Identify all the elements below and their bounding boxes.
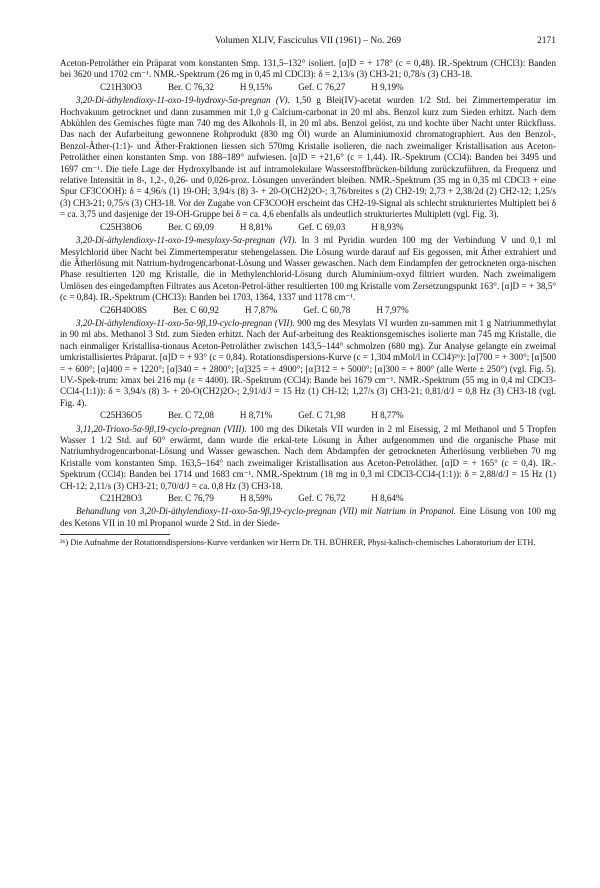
molecular-formula: C26H40O8S bbox=[100, 304, 147, 315]
paragraph bbox=[60, 318, 556, 409]
compound-heading: Behandlung von 3,20-Di-äthylendioxy-11-oxo-5α-9β,19-cyclo-pregnan (VII) mit Natrium in Propanol. bbox=[76, 506, 457, 517]
analysis-value: Gef. C 60,78 bbox=[303, 304, 351, 315]
analysis-value: Gef. C 71,98 bbox=[298, 410, 346, 421]
analysis-value: H 8,93% bbox=[371, 221, 404, 232]
analysis-value: H 8,77% bbox=[371, 410, 404, 421]
footnote-26: ²⁶) Die Aufnahme der Rotationsdispersions-Kurve verdanken wir Herrn Dr. TH. BÜHRER, Physi-kalisch-chemisches Laboratorium der ETH. bbox=[60, 538, 536, 548]
paragraph bbox=[60, 235, 556, 303]
elemental-analysis-line bbox=[60, 222, 556, 233]
molecular-formula: C25H36O5 bbox=[100, 410, 142, 421]
molecular-formula: C25H38O6 bbox=[100, 221, 142, 232]
journal-volume-title: Volumen XLIV, Fasciculus VII (1961) – No. 269 bbox=[214, 36, 402, 46]
compound-heading: 3,20-Di-äthylendioxy-11-oxo-19-mesyloxy-5α-pregnan (VI). bbox=[76, 235, 297, 246]
analysis-value: Ber. C 69,09 bbox=[167, 221, 214, 232]
paragraph bbox=[60, 424, 556, 492]
paragraph-text: 100 mg des Diketals VII wurden in 2 ml Eisessig, 2 ml Methanol und 5 Tropfen Wasser 1 1/2 Std. auf 60° erwärmt, dann wurde die erkal-tete Lösung in Äther aufgenommen und die organische Phase mit Natriumhydrogencarbonat-Lösung und Wasser gewaschen. Nach dem Abdampfen der getrockneten Ätherlösung verblieben 70 mg Kristalle vom konstanten Smp. 163,5–164° nach zweimaliger Kristallisation aus Aceton-Petroläther. [α]D = + 165° (c = 0,4). IR.-Spektrum (CCl4): Banden bei 1714 und 1683 cm⁻¹. NMR.-Spektrum (18 mg in 0,3 ml CDCl3-CCl4-(1:1)): δ = 2,88/d/J = 15 Hz (1) CH-12; 2,11/s (3) CH3-21; 0,70/d/J = ca. 0,8 Hz (3) CH3-18. bbox=[60, 423, 556, 491]
molecular-formula: C21H28O3 bbox=[100, 493, 142, 504]
elemental-analysis-line bbox=[60, 305, 556, 316]
analysis-value: Ber. C 76,32 bbox=[167, 81, 214, 92]
analysis-value: H 8,59% bbox=[239, 493, 273, 504]
analysis-value: H 8,64% bbox=[371, 493, 404, 504]
molecular-formula: C21H30O3 bbox=[100, 81, 142, 92]
paragraph bbox=[60, 58, 556, 81]
analysis-value: Ber. C 72,08 bbox=[167, 410, 214, 421]
elemental-analysis-line bbox=[60, 493, 556, 504]
analysis-value: H 8,81% bbox=[239, 221, 273, 232]
paragraph-text: 900 mg des Mesylats VI wurden zu-sammen mit 1 g Natriummethylat in 90 ml abs. Methanol 3 Std. zum Sieden erhitzt. Nach der Auf-arbeitung des Reaktionsgemisches isolierte man 745 mg Kristalle, die nach einmaliger Kristallisa-tionaus Aceton-Petroläther zwischen 143,5–144° schmolzen (680 mg). Zur Analyse gelangte ein zweimal umkristallisiertes Präparat. [α]D = + 93° (c = 0,84). Rotationsdispersions-Kurve (c = 1,304 mMol/l in CCl4)²⁶): [α]700 = + 300°; [α]500 = + 600°; [α]400 = + 1220°; [α]340 = + 2800°; [α]325 = + 4900°; [α]312 = + 5000°; [α]300 = + 800° (alle Werte ± 250°) (vgl. Fig. 5). UV.-Spek-trum: λmax bei 216 mμ (ε = 4400). IR.-Spektrum (CCl4): Bande bei 1679 cm⁻¹. NMR.-Spektrum (55 mg in 0,4 ml CDCl3-CCl4-(1:1)): δ = 3,94/s (8) 3- + 20-O(CH2)2O-; 2,91/d/J = 15 Hz (1) CH-12; 1,27/s (3) CH3-21; 0,81/d/J = 0,8 Hz (3) CH3-18 (vgl. Fig. 4). bbox=[60, 317, 556, 408]
paragraph-text: In 3 ml Pyridin wurden 100 mg der Verbindung V und 0,1 ml Mesylchlorid über Nacht bei Zimmertemperatur stehengelassen. Die Lösung wurde darauf auf Eis gegossen, mit Äther extrahiert und die Ätherlösung mit Natrium-hydrogencarbonat-Lösung und Wasser gewaschen. Nach dem Eindampfen der getrockneten orga-nischen Phase resultierten 120 mg Kristalle, die in Methylenchlorid-Lösung durch Aluminium-oxyd filtriert wurden. Nach zweimaligem Umlösen des eingedampften Filtrates aus Aceton-Petrol-äther resultierten 100 mg Kristalle vom Zersetzungspunkt 163°. [α]D = + 38,5° (c = 0,84). IR.-Spektrum (CHCl3): Banden bei 1703, 1364, 1337 und 1178 cm⁻¹. bbox=[60, 235, 556, 303]
analysis-value: Gef. C 76,27 bbox=[298, 81, 346, 92]
elemental-analysis-line bbox=[60, 82, 556, 93]
analysis-value: Gef. C 76,72 bbox=[298, 493, 346, 504]
analysis-value: Ber. C 76,79 bbox=[167, 493, 214, 504]
compound-heading: 3,20-Di-äthylendioxy-11-oxo-19-hydroxy-5α-pregnan (V). bbox=[76, 95, 290, 106]
compound-heading: 3,20-Di-äthylendioxy-11-oxo-5α-9β,19-cyclo-pregnan (VII). bbox=[76, 317, 295, 328]
paragraph-text: 1,50 g Blei(IV)-acetat wurden 1/2 Std. bei Zimmertemperatur im Hochvakuum getrocknet und dann zusammen mit 1,0 g Calcium-carbonat in 20 ml abs. Benzol kurz zum Sieden erhitzt. Nach dem Abkühlen des Gemisches fügte man 740 mg des Alkohols II, in 20 ml abs. Benzol gelöst, zu und kochte über Nacht unter Rückfluss. Das nach der Aufarbeitung gewonnene Rohprodukt (830 mg Öl) wurde an Aluminiumoxid chromatographiert. Aus den Benzol-, Benzol-Äther-(1:1)- und Äther-Fraktionen liessen sich 570mg Kristalle isolieren, die nach zweimaliger Kristallisation aus Aceton-Petroläther einen konstanten Smp. von 188–189° aufwiesen. [α]D = +21,6° (c = 1,44). IR.-Spektrum (CCl4): Banden bei 3495 und 1697 cm⁻¹. Die tiefe Lage der Hydroxylbande ist auf intramolekulare Wasserstoffbrücken-bildung zurückzuführen, da Frequenz und relative Intensität in 8-, 1,2-, 0,26- und 0,026-proz. Lösungen unverändert bleiben. NMR.-Spektrum (35 mg in 0,35 ml CDCl3 + eine Spur CF3COOH): δ = 4,96/s (1) 19-OH; 3,94/s (8) 3- + 20-O(CH2)2O-; 3,76/breites s (2) CH2-19; 2,73 + 2,38/2d (2) CH2-12; 1,25/s (3) CH3-21; 0,75/s (3) CH3-18. Vor der Zugabe von CF3COOH erscheint das CH2-19-Signal als schlecht strukturiertes Multiplett bei δ = ca. 3,75 und dasjenige der 19-OH-Gruppe bei δ = ca. 4,6 ebenfalls als undeutlich strukturiertes Multiplett (vgl. Fig. 3). bbox=[60, 95, 557, 220]
paragraph bbox=[60, 506, 556, 529]
running-header bbox=[60, 36, 556, 50]
elemental-analysis-line bbox=[60, 410, 556, 421]
analysis-value: Gef. C 69,03 bbox=[298, 221, 346, 232]
page-number: 2171 bbox=[537, 36, 556, 46]
paragraph-text: Aceton-Petroläther ein Präparat vom konstanten Smp. 131,5–132° isoliert. [α]D = + 178° (c = 0,48). IR.-Spektrum (CHCl3): Banden bei 3620 und 1702 cm⁻¹. NMR.-Spektrum (26 mg in 0,45 ml CDCl3): δ = 2,13/s (3) CH3-21; 0,78/s (3) CH3-18. bbox=[60, 58, 556, 80]
paragraph bbox=[60, 95, 556, 220]
footnote-separator bbox=[60, 534, 170, 535]
analysis-value: Ber. C 60,92 bbox=[173, 304, 219, 315]
compound-heading: 3,11,20-Trioxo-5α-9β,19-cyclo-pregnan (VIII). bbox=[76, 423, 247, 434]
analysis-value: H 8,71% bbox=[239, 410, 273, 421]
paragraph-text: Eine Lösung von 100 mg des Ketons VII in 10 ml Propanol wurde 2 Std. in der Siede- bbox=[60, 506, 556, 528]
analysis-value: H 7,97% bbox=[376, 304, 409, 315]
analysis-value: H 7,87% bbox=[244, 304, 278, 315]
analysis-value: H 9,15% bbox=[239, 81, 273, 92]
article-body bbox=[60, 58, 556, 529]
analysis-value: H 9,19% bbox=[371, 81, 404, 92]
